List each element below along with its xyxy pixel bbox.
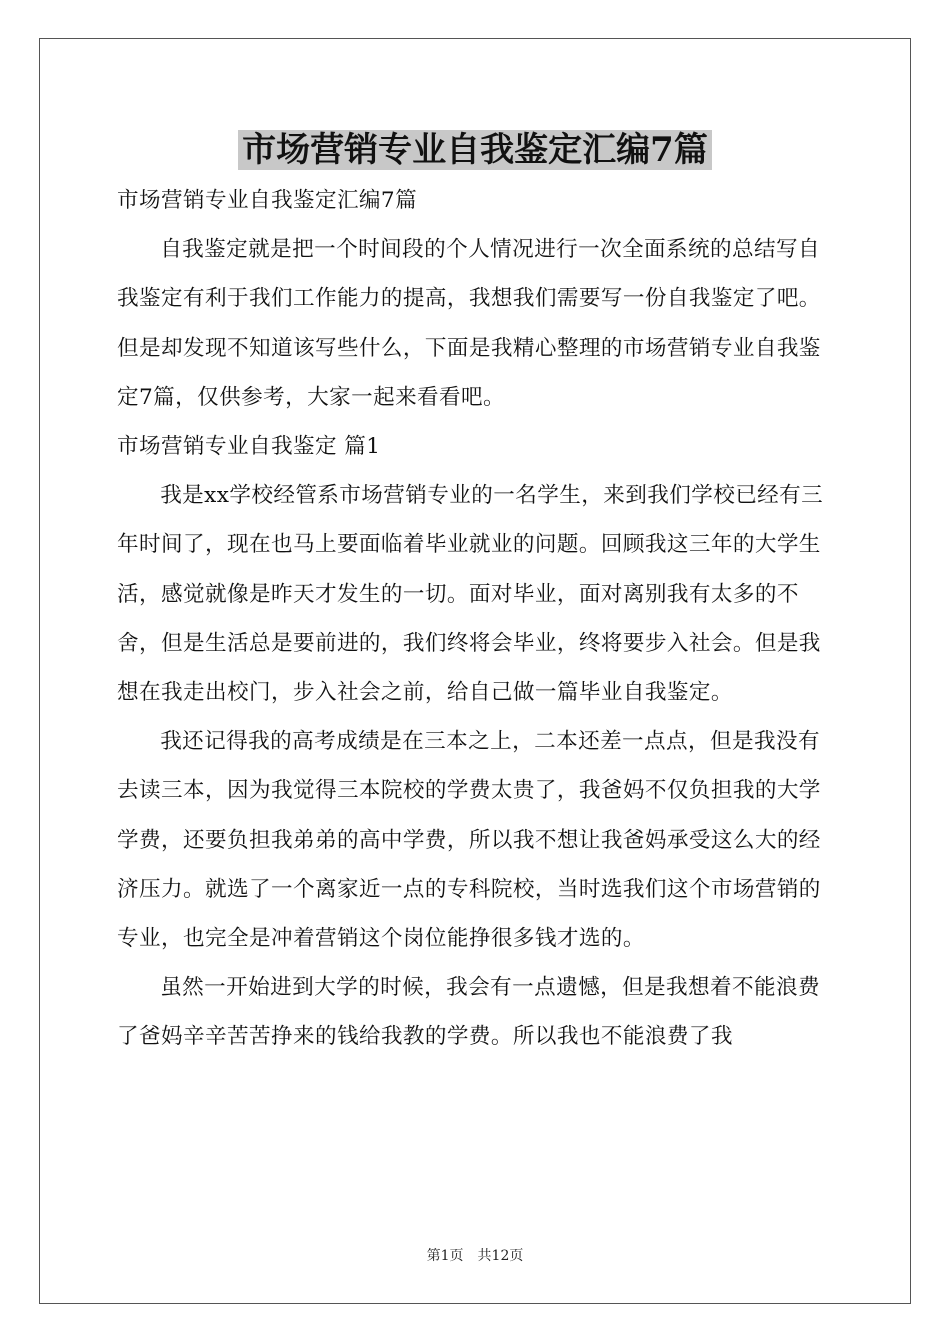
paragraph-intro: 自我鉴定就是把一个时间段的个人情况进行一次全面系统的总结写自我鉴定有利于我们工作能力的提高，我想我们需要写一份自我鉴定了吧。但是却发现不知道该写些什么，下面是我精心整理的市场营销专业自我鉴定7篇，仅供参考，大家一起来看看吧。: [117, 237, 821, 410]
page-number: 第1页: [426, 1248, 464, 1264]
page-total: 共12页: [477, 1248, 524, 1264]
document-subtitle: 市场营销专业自我鉴定汇编7篇: [117, 188, 418, 213]
paragraph-3: 虽然一开始进到大学的时候，我会有一点遗憾，但是我想着不能浪费了爸妈辛辛苦苦挣来的钱给我教的学费。所以我也不能浪费了我: [117, 975, 821, 1050]
document-title-text: 市场营销专业自我鉴定汇编7篇: [238, 130, 712, 170]
paragraph-1: 我是xx学校经管系市场营销专业的一名学生，来到我们学校已经有三年时间了，现在也马上要面临着毕业就业的问题。回顾我这三年的大学生活，感觉就像是昨天才发生的一切。面对毕业，面对离别我有太多的不舍，但是生活总是要前进的，我们终将会毕业，终将要步入社会。但是我想在我走出校门，步入社会之前，给自己做一篇毕业自我鉴定。: [117, 483, 824, 706]
document-title: [0, 124, 950, 176]
page-footer: [0, 1246, 950, 1266]
section-heading-1: 市场营销专业自我鉴定 篇1: [117, 434, 381, 460]
paragraph-2: 我还记得我的高考成绩是在三本之上，二本还差一点点，但是我没有去读三本，因为我觉得三本院校的学费太贵了，我爸妈不仅负担我的大学学费，还要负担我弟弟的高中学费，所以我不想让我爸妈承受这么大的经济压力。就选了一个离家近一点的专科院校，当时选我们这个市场营销的专业，也完全是冲着营销这个岗位能挣很多钱才选的。: [117, 729, 821, 952]
document-body: [117, 176, 833, 1062]
